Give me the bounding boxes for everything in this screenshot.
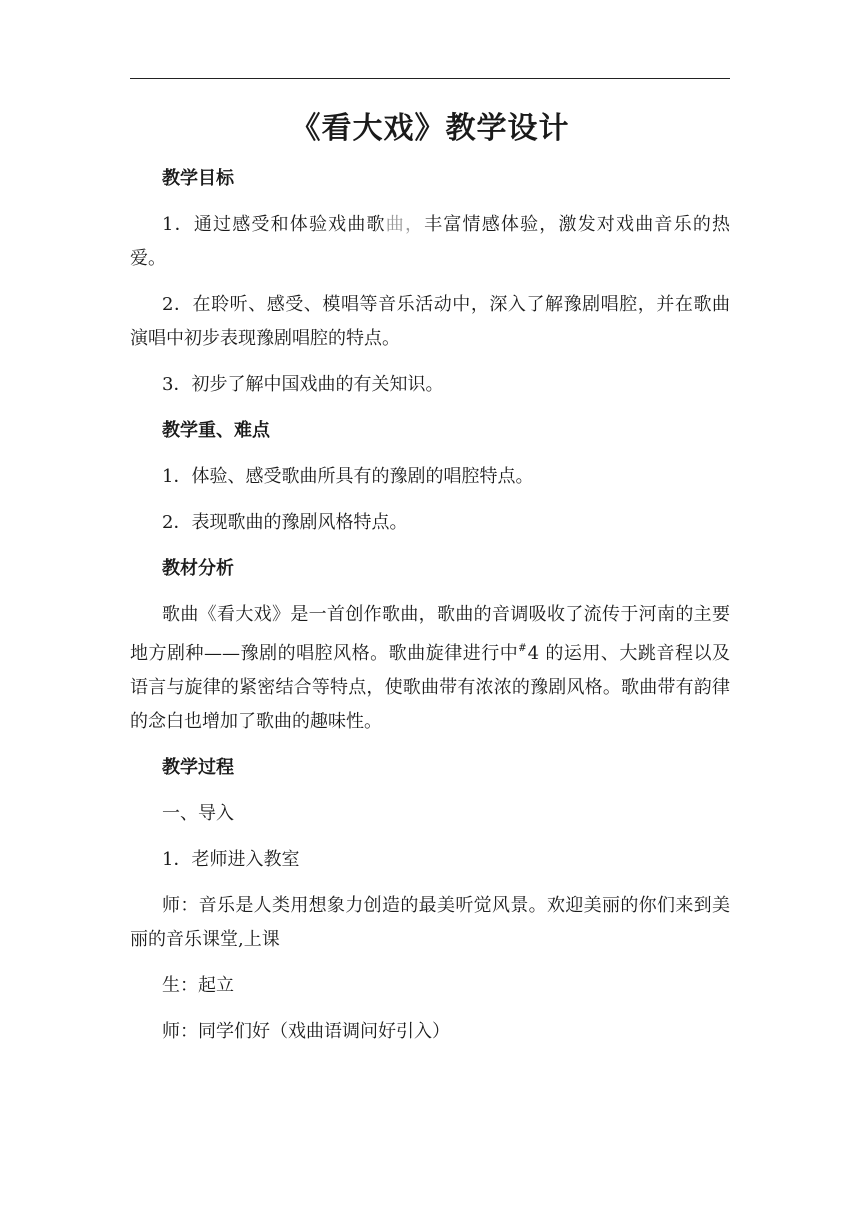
dialog-line-2: 生：起立: [162, 975, 234, 996]
analysis-text-a: 歌曲《看大戏》是一首创作歌曲，歌曲的音调吸收了流传于河南的主要地方剧种——豫剧的唱腔风格。歌曲旋律进行中: [130, 604, 730, 664]
process-step-1: 一、导入: [162, 803, 234, 824]
analysis-paragraph: [130, 598, 730, 739]
dialog-line-3: 师：同学们好（戏曲语调问好引入）: [162, 1021, 450, 1042]
objective-item-3: 3．初步了解中国戏曲的有关知识。: [162, 374, 444, 395]
objective-item-1-text-b: 丰富情感体验，激发对戏曲音乐的热爱。: [130, 214, 731, 269]
key-points-heading: 教学重、难点: [162, 420, 270, 441]
document-page: [130, 106, 730, 1061]
objective-item-1-text-a: 1．通过感受和体验戏曲歌: [162, 214, 386, 235]
process-heading: 教学过程: [162, 757, 234, 778]
key-point-item-2: 2．表现歌曲的豫剧风格特点。: [162, 512, 408, 533]
objective-item-1: [130, 208, 730, 276]
analysis-text-b: 4 的运用、大跳音程以及语言与旋律的紧密结合等特点，使歌曲带有浓浓的豫剧风格。歌曲带有韵律的念白也增加了歌曲的趣味性。: [130, 643, 730, 732]
key-point-item-1: 1．体验、感受歌曲所具有的豫剧的唱腔特点。: [162, 466, 534, 487]
document-title: 《看大戏》教学设计: [290, 111, 570, 146]
process-step-1-1: 1．老师进入教室: [162, 849, 300, 870]
objectives-heading: 教学目标: [162, 168, 234, 189]
header-rule: [130, 78, 730, 79]
analysis-heading: 教材分析: [162, 558, 234, 579]
objective-item-2: 2．在聆听、感受、模唱等音乐活动中，深入了解豫剧唱腔，并在歌曲演唱中初步表现豫剧唱腔的特点。: [130, 294, 730, 349]
dialog-line-1: 师：音乐是人类用想象力创造的最美听觉风景。欢迎美丽的你们来到美丽的音乐课堂,上课: [130, 895, 730, 950]
objective-item-1-faint-text: 曲，: [385, 214, 425, 235]
sharp-sign: #: [518, 643, 527, 654]
